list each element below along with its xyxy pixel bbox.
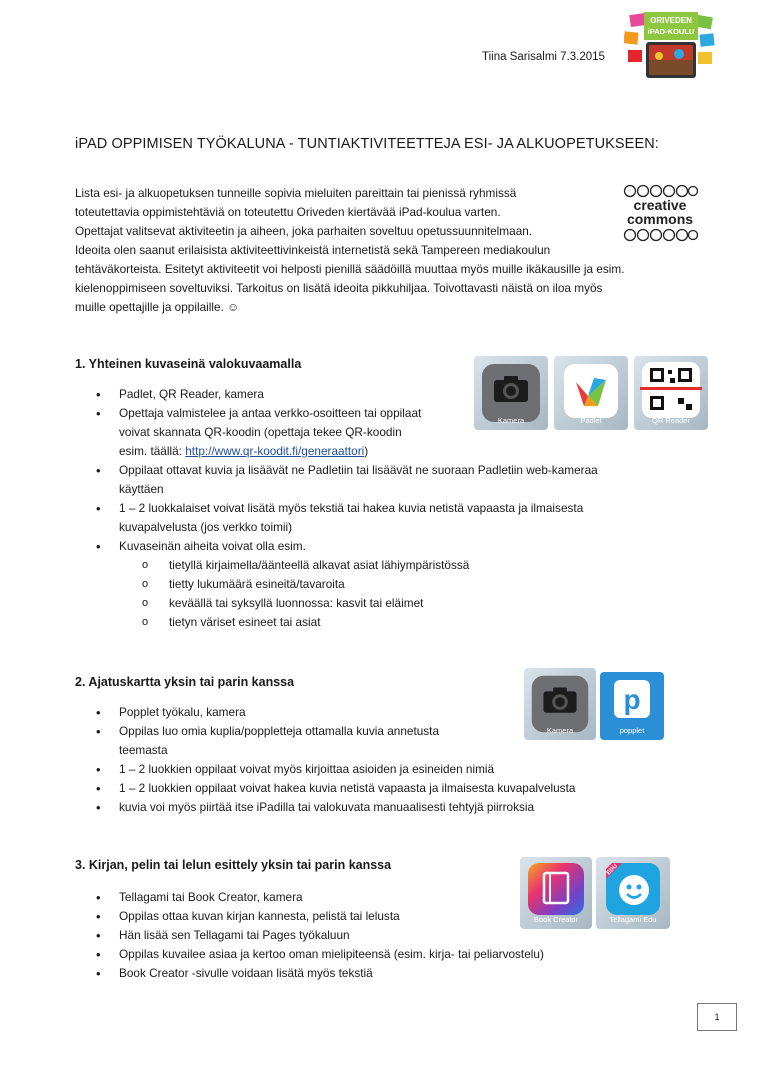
padlet-app-icon xyxy=(554,356,628,430)
list-item: • Hän lisää sen Tellagami tai Pages työkaluun xyxy=(96,926,544,945)
list-item: • Oppilas luo omia kuplia/poppletteja ottamalla kuvia annetusta teemasta xyxy=(96,722,575,760)
tellagami-edu-app-icon xyxy=(596,857,670,929)
logo-text-line2: iPAD-KOULU xyxy=(647,27,695,36)
logo-text-line1: ORIVEDEN xyxy=(650,16,692,25)
intro-paragraph xyxy=(75,184,715,317)
section-3-list xyxy=(96,888,544,983)
intro-line: kielenoppimiseen soveltuviksi. Tarkoitus on lisätä ideoita pikkuhiljaa. Toivottavasti näistä on iloa myös xyxy=(75,281,603,295)
list-item: • Oppilas kuvailee asiaa ja kertoo oman mielipiteensä (esim. kirja- tai peliarvostelu) xyxy=(96,945,544,964)
list-item: • 1 – 2 luokkien oppilaat voivat hakea kuvia netistä vapaasta ja ilmaisesta kuvapalvelusta xyxy=(96,779,575,798)
list-item: • Oppilaat ottavat kuvia ja lisäävät ne Padletiin tai lisäävät ne suoraan Padletiin web-kameraa käyttäen xyxy=(96,461,598,499)
icon-label: Padlet xyxy=(580,416,602,425)
icon-label: popplet xyxy=(619,726,645,735)
qr-generator-link[interactable]: http://www.qr-koodit.fi/generaattori xyxy=(185,444,365,458)
intro-line: toteutettavia oppimistehtäviä on toteutettu Oriveden kiertävää iPad-koulua varten. xyxy=(75,205,501,219)
edu-badge: EDU xyxy=(605,863,619,877)
qr-reader-app-icon xyxy=(634,356,708,430)
svg-text:p: p xyxy=(623,684,641,715)
sub-list-item: o tietty lukumäärä esineitä/tavaroita xyxy=(119,575,598,594)
cc-text-line2: commons xyxy=(626,211,694,227)
icon-label: Kamera xyxy=(546,726,574,735)
section-2-list xyxy=(96,703,575,817)
list-item: • Opettaja valmistelee ja antaa verkko-osoitteen tai oppilaat voivat skannata QR-koodin (opettaja tekee QR-koodin esim. täällä: http://www.qr-koodit.fi/generaattori) xyxy=(96,404,598,461)
sub-list-item: o tietyn väriset esineet tai asiat xyxy=(119,613,598,632)
page-number: 1 xyxy=(697,1003,737,1031)
intro-line: Ideoita olen saanut erilaisista aktiviteettivinkeistä internetistä sekä Tampereen mediakoulun xyxy=(75,243,551,257)
list-item: • Popplet työkalu, kamera xyxy=(96,703,575,722)
intro-line: muille opettajille ja oppilaille. ☺ xyxy=(75,300,240,314)
intro-line: tehtäväkorteista. Esitetyt aktiviteetit voi helposti pienillä säädöillä muuttaa myös muille ikäkausille ja esim. xyxy=(75,262,625,276)
section-3-heading: 3. Kirjan, pelin tai lelun esittely yksin tai parin kanssa xyxy=(75,858,392,872)
list-item: • Kuvaseinän aiheita voivat olla esim. o tietyllä kirjaimella/äänteellä alkavat asiat lähiympäristössä o tietty lukumäärä esineitä/tavaroita o keväällä tai syksyllä luonnossa: kasvit tai eläimet o tietyn väriset esineet tai asiat xyxy=(96,537,598,632)
sub-list-item: o tietyllä kirjaimella/äänteellä alkavat asiat lähiympäristössä xyxy=(119,556,598,575)
icon-label: QR Reader xyxy=(652,416,690,425)
oriveden-ipad-koulu-logo xyxy=(624,12,716,82)
list-item: • Oppilas ottaa kuvan kirjan kannesta, pelistä tai lelusta xyxy=(96,907,544,926)
creative-commons-logo xyxy=(622,184,698,242)
camera-app-icon xyxy=(474,356,548,430)
sub-list xyxy=(119,556,598,632)
list-item: • Tellagami tai Book Creator, kamera xyxy=(96,888,544,907)
list-item: • kuvia voi myös piirtää itse iPadilla tai valokuvata manuaalisesti tehtyjä piirroksia xyxy=(96,798,575,817)
cc-text-line1: creative xyxy=(633,197,687,213)
intro-line: Opettajat valitsevat aktiviteetin ja aiheen, joka parhaiten soveltuu opetussuunnitelmaan. xyxy=(75,224,533,238)
author-date: Tiina Sarisalmi 7.3.2015 xyxy=(482,51,605,63)
list-item: • Book Creator -sivulle voidaan lisätä myös tekstiä xyxy=(96,964,544,983)
sub-list-item: o keväällä tai syksyllä luonnossa: kasvit tai eläimet xyxy=(119,594,598,613)
book-creator-app-icon xyxy=(520,857,592,929)
icon-label: Tellagami Edu xyxy=(609,915,657,924)
list-item: • 1 – 2 luokkien oppilaat voivat myös kirjoittaa asioiden ja esineiden nimiä xyxy=(96,760,575,779)
popplet-app-icon xyxy=(600,672,664,740)
icon-label: Book Creator xyxy=(533,915,579,924)
list-item: • Padlet, QR Reader, kamera xyxy=(96,385,598,404)
document-title: iPAD OPPIMISEN TYÖKALUNA - TUNTIAKTIVITEETTEJA ESI- JA ALKUOPETUKSEEN: xyxy=(75,136,659,152)
section-2-heading: 2. Ajatuskartta yksin tai parin kanssa xyxy=(75,675,295,689)
list-item: • 1 – 2 luokkalaiset voivat lisätä myös tekstiä tai hakea kuvia netistä vapaasta ja ilmaisesta kuvapalvelusta (jos verkko toimii) xyxy=(96,499,598,537)
camera-app-icon xyxy=(524,668,596,740)
section-1-heading: 1. Yhteinen kuvaseinä valokuvaamalla xyxy=(75,357,302,371)
icon-label: Kamera xyxy=(497,416,525,425)
intro-line: Lista esi- ja alkuopetuksen tunneille sopivia mieluiten pareittain tai pienissä ryhmissä xyxy=(75,186,517,200)
